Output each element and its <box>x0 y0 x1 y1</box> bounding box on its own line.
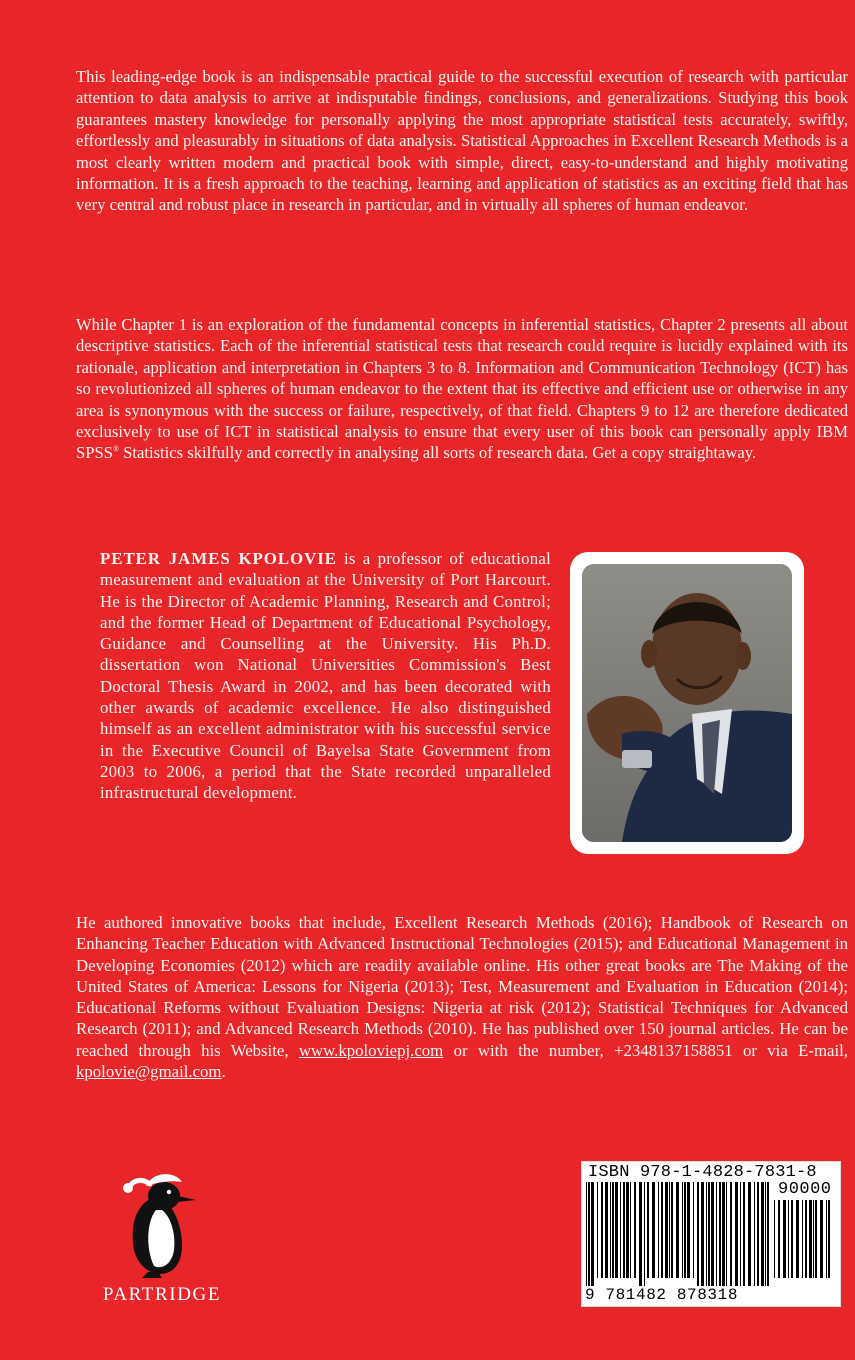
author-works-end: . <box>221 1062 226 1082</box>
author-bio-text: is a professor of educational measurement and evaluation at the University of Port Harcourt. He is the Director of Academic Planning, Research and Control; and the former Head of Department of Educational Psychology, Guidance and Counselling at the University. His Ph.D. dissertation won National Universities Commission's Best Doctoral Thesis Award in 2002, and has been decorated with other awards of academic excellence. He also distinguished himself as an excellent administrator with his successful service in the Executive Council of Bayelsa State Government from 2003 to 2006, a period that the State recorded unparalleled infrastructural development. <box>100 549 551 803</box>
website-link[interactable]: www.kpoloviepj.com <box>298 1040 444 1060</box>
author-name: PETER JAMES KPOLOVIE <box>100 549 337 568</box>
author-contact-text: or with the number, +2348137158851 or via E-mail, <box>443 1040 849 1060</box>
author-works-paragraph <box>76 912 848 1082</box>
description-paragraph-1: This leading-edge book is an indispensable practical guide to the successful execution of research with particular attention to data analysis to arrive at indisputable findings, conclusions, and generalizations. Studying this book guarantees mastery knowledge for personally applying the most appropriate statistical tests accurately, swiftly, effortlessly and pleasurably in situations of data analysis. Statistical Approaches in Excellent Research Methods is a most clearly written modern and practical book with simple, direct, easy-to-understand and highly motivating information. It is a fresh approach to the teaching, learning and application of statistics as an exciting field that has very central and robust place in research in particular, and in virtually all spheres of human endeavor. <box>76 67 848 215</box>
author-portrait-icon <box>582 564 792 842</box>
barcode-digits: 9 781482 878318 <box>585 1286 739 1304</box>
isbn-barcode <box>581 1161 841 1307</box>
barcode-bars <box>586 1182 770 1286</box>
author-photo <box>582 564 792 842</box>
author-bio <box>100 548 551 804</box>
description-paragraph-2-end: Statistics skilfully and correctly in analysing all sorts of research data. Get a copy straightaway. <box>119 443 757 463</box>
email-link[interactable]: kpolovie@gmail.com <box>76 1062 222 1082</box>
barcode-addon-bars <box>774 1200 834 1286</box>
publisher-name: PARTRIDGE <box>102 1284 222 1305</box>
isbn-label: ISBN 978-1-4828-7831-8 <box>588 1163 817 1182</box>
description-paragraph-2-text: While Chapter 1 is an exploration of the fundamental concepts in inferential statistics, Chapter 2 presents all about descriptive statistics. Each of the inferential statistical tests that research could require is lucidly explained with its rationale, application and interpretation in Chapters 3 to 8. Information and Communication Technology (ICT) has so revolutionized all spheres of human endeavor to the extent that its effective and efficient use or otherwise in any area is synonymous with the success or failure, respectively, of that field. Chapters 9 to 12 are therefore dedicated exclusively to use of ICT in statistical analysis to ensure that every user of this book can personally apply IBM SPSS <box>76 315 848 463</box>
author-photo-frame <box>570 552 804 854</box>
description-paragraph-2 <box>76 314 848 464</box>
author-works-text: He authored innovative books that include, Excellent Research Methods (2016); Handbook of Research on Enhancing Teacher Education with Advanced Instructional Technologies (2015); and Educational Management in Developing Economies (2012) which are readily available online. His other great books are The Making of the United States of America: Lessons for Nigeria (2013); Test, Measurement and Evaluation in Education (2014); Educational Reforms without Evaluation Designs: Nigeria at risk (2012); Statistical Techniques for Advanced Research (2011); and Advanced Research Methods (2010). He has published over 150 journal articles. He can be reached through his Website, <box>76 913 848 1060</box>
barcode-addon-digits: 90000 <box>778 1180 832 1199</box>
registered-mark: ® <box>112 444 119 454</box>
penguin-logo-icon <box>112 1170 212 1280</box>
